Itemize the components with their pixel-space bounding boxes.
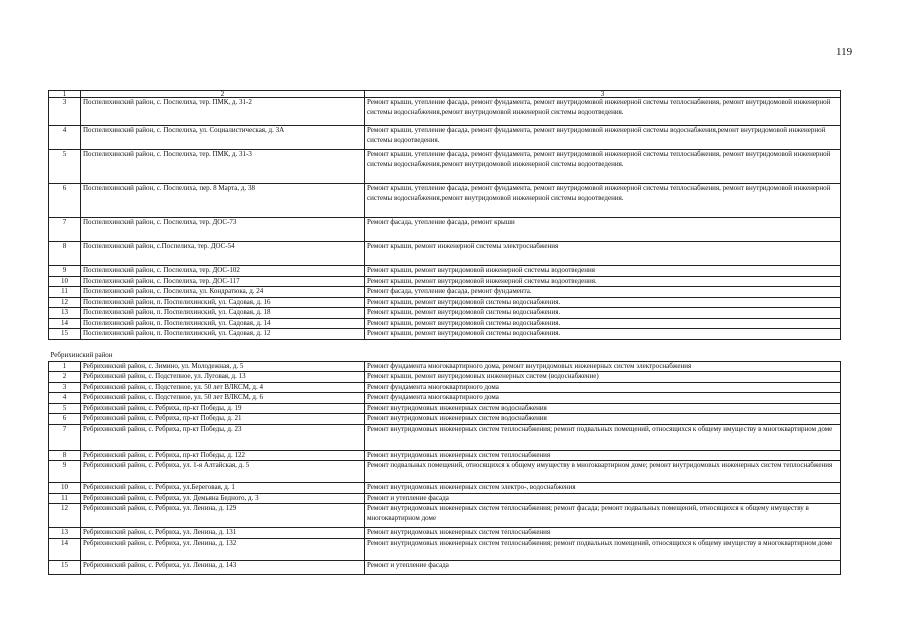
row-address: Поспелихинский район, п. Поспелихинский, ул. Садовая, д. 12: [81, 329, 365, 340]
header-col-number: 1: [49, 91, 81, 98]
row-work-list: Ремонт внутридомовых инженерных систем теплоснабжения: [365, 450, 841, 461]
row-number: 14: [49, 538, 81, 560]
row-work-list: Ремонт фасада, утепление фасада, ремонт фундамента.: [365, 287, 841, 298]
row-address: Ребрихинский район, с. Ребриха, пр-кт Победы, д. 23: [81, 424, 365, 450]
page-number: 119: [836, 46, 853, 58]
row-address: Поспелихинский район, с. Поспелиха, тер. ПМК, д. 31-3: [81, 150, 365, 184]
row-address: Поспелихинский район, с. Поспелиха, тер. ДОС-117: [81, 276, 365, 287]
table-row: [49, 218, 841, 242]
row-address: Ребрихинский район, с. Ребриха, ул.Береговая, д. 1: [81, 483, 365, 494]
section-row: [49, 339, 841, 361]
row-number: 9: [49, 461, 81, 483]
row-work-list: Ремонт внутридомовых инженерных систем водоснабжения: [365, 414, 841, 425]
row-number: 12: [49, 504, 81, 528]
row-address: Ребрихинский район, с. Ребриха, ул. Ленина, д. 131: [81, 528, 365, 539]
row-number: 10: [49, 276, 81, 287]
row-address: Ребрихинский район, с. Ребриха, ул. Ленина, д. 129: [81, 504, 365, 528]
row-number: 14: [49, 318, 81, 329]
row-number: 8: [49, 450, 81, 461]
row-work-list: Ремонт подвальных помещений, относящихся к общему имуществу в многоквартирном доме; ремонт внутридомовых инженерных систем теплоснабжения: [365, 461, 841, 483]
row-number: 11: [49, 493, 81, 504]
row-address: Поспелихинский район, п. Поспелихинский, ул. Садовая, д. 16: [81, 297, 365, 308]
row-work-list: Ремонт крыши, ремонт внутридомовой системы водоснабжения.: [365, 329, 841, 340]
row-work-list: Ремонт внутридомовых инженерных систем теплоснабжения: [365, 528, 841, 539]
row-work-list: Ремонт фундамента многоквартирного дома: [365, 382, 841, 393]
table-row: [49, 150, 841, 184]
table-header-row: [49, 91, 841, 98]
table-row: [49, 184, 841, 218]
table-row: [49, 382, 841, 393]
row-work-list: Ремонт внутридомовых инженерных систем теплоснабжения; ремонт фасада; ремонт подвальных помещений, относящихся к общему имуществу в многоквартирном доме: [365, 504, 841, 528]
row-work-list: Ремонт крыши, утепление фасада, ремонт фундамента, ремонт внутридомовой инженерной системы теплоснабжения, ремонт внутридомовой инженерной системы водоснабжения,ремонт внутридомовой инженерной системы водоотведения.: [365, 184, 841, 218]
housing-repair-table: [48, 90, 841, 575]
row-work-list: Ремонт внутридомовых инженерных систем водоснабжения: [365, 403, 841, 414]
table-row: [49, 414, 841, 425]
row-work-list: Ремонт внутридомовых инженерных систем теплоснабжения; ремонт подвальных помещений, относящихся к общему имуществу в многоквартирном доме: [365, 538, 841, 560]
table-row: [49, 504, 841, 528]
row-work-list: Ремонт крыши, ремонт внутридомовой инженерной системы водоотведения.: [365, 276, 841, 287]
table-row: [49, 483, 841, 494]
row-address: Ребрихинский район, с. Подстепное, ул. Луговая, д. 13: [81, 372, 365, 383]
row-number: 4: [49, 393, 81, 404]
row-work-list: Ремонт крыши, ремонт внутридомовых инженерных систем (водоснабжение): [365, 372, 841, 383]
row-address: Ребрихинский район, с. Ребриха, ул. Ленина, д. 132: [81, 538, 365, 560]
row-work-list: Ремонт крыши, утепление фасада, ремонт фундамента, ремонт внутридомовой инженерной системы теплоснабжения, ремонт внутридомовой инженерной системы водоснабжения,ремонт внутридомовой инженерной системы водоотведения.: [365, 150, 841, 184]
table-row: [49, 528, 841, 539]
row-work-list: Ремонт крыши, ремонт внутридомовой системы водоснабжения.: [365, 308, 841, 319]
row-address: Ребрихинский район, с. Подстепное, ул. 50 лет ВЛКСМ, д. 4: [81, 382, 365, 393]
row-number: 6: [49, 414, 81, 425]
table-row: [49, 361, 841, 372]
table-row: [49, 318, 841, 329]
row-work-list: Ремонт и утепление фасада: [365, 493, 841, 504]
row-number: 6: [49, 184, 81, 218]
table-row: [49, 242, 841, 266]
table-row: [49, 372, 841, 383]
table-row: [49, 538, 841, 560]
row-address: Поспелихинский район, с.Поспелиха, тер. ДОС-54: [81, 242, 365, 266]
row-work-list: Ремонт крыши, ремонт внутридомовой системы водоснабжения.: [365, 318, 841, 329]
row-number: 2: [49, 372, 81, 383]
row-address: Поспелихинский район, с. Поспелиха, тер. ДОС-102: [81, 266, 365, 277]
table-row: [49, 297, 841, 308]
row-number: 5: [49, 403, 81, 414]
row-address: Поспелихинский район, с. Поспелиха, пер. 8 Марта, д. 38: [81, 184, 365, 218]
row-work-list: Ремонт внутридомовых инженерных систем теплоснабжения; ремонт подвальных помещений, относящихся к общему имуществу в многоквартирном доме: [365, 424, 841, 450]
row-work-list: Ремонт внутридомовых инженерных систем электро-, водоснабжения: [365, 483, 841, 494]
table-row: [49, 126, 841, 150]
row-address: Ребрихинский район, с. Ребриха, пр-кт Победы, д. 19: [81, 403, 365, 414]
row-work-list: Ремонт и утепление фасада: [365, 560, 841, 574]
row-number: 13: [49, 308, 81, 319]
row-address: Поспелихинский район, п. Поспелихинский, ул. Садовая, д. 18: [81, 308, 365, 319]
row-work-list: Ремонт крыши, ремонт внутридомовой инженерной системы водоотведения: [365, 266, 841, 277]
row-address: Поспелихинский район, п. Поспелихинский, ул. Садовая, д. 14: [81, 318, 365, 329]
row-address: Поспелихинский район, с. Поспелиха, тер. ПМК, д. 31-2: [81, 98, 365, 126]
row-number: 12: [49, 297, 81, 308]
row-number: 7: [49, 424, 81, 450]
row-address: Ребрихинский район, с. Подстепное, ул. 50 лет ВЛКСМ, д. 6: [81, 393, 365, 404]
row-address: Ребрихинский район, с. Ребриха, ул. 1-я Алтайская, д. 5: [81, 461, 365, 483]
row-work-list: Ремонт фундамента многоквартирного дома, ремонт внутридомовых инженерных систем электроснабжения: [365, 361, 841, 372]
table-row: [49, 450, 841, 461]
row-number: 15: [49, 329, 81, 340]
row-number: 10: [49, 483, 81, 494]
row-address: Ребрихинский район, с. Зимино, ул. Молодежная, д. 5: [81, 361, 365, 372]
row-number: 3: [49, 98, 81, 126]
row-number: 8: [49, 242, 81, 266]
table-row: [49, 287, 841, 298]
row-number: 1: [49, 361, 81, 372]
table-row: [49, 461, 841, 483]
row-work-list: Ремонт крыши, ремонт внутридомовой системы водоснабжения.: [365, 297, 841, 308]
row-address: Ребрихинский район, с. Ребриха, ул. Ленина, д. 143: [81, 560, 365, 574]
row-work-list: Ремонт крыши, утепление фасада, ремонт фундамента, ремонт внутридомовой инженерной системы водоснабжения,ремонт внутридомовой инженерной системы водоотведения.: [365, 126, 841, 150]
row-work-list: Ремонт крыши, ремонт инженерной системы электроснабжения: [365, 242, 841, 266]
table-row: [49, 98, 841, 126]
row-address: Ребрихинский район, с. Ребриха, пр-кт Победы, д. 21: [81, 414, 365, 425]
table-row: [49, 424, 841, 450]
row-number: 5: [49, 150, 81, 184]
table-row: [49, 560, 841, 574]
row-address: Ребрихинский район, с. Ребриха, ул. Демьяна Бедного, д. 3: [81, 493, 365, 504]
header-col-work: 3: [365, 91, 841, 98]
row-number: 13: [49, 528, 81, 539]
header-col-address: 2: [81, 91, 365, 98]
row-number: 4: [49, 126, 81, 150]
row-address: Поспелихинский район, с. Поспелиха, тер. ДОС-73: [81, 218, 365, 242]
section-title: Ребрихинский район: [49, 339, 841, 361]
table-row: [49, 266, 841, 277]
row-address: Ребрихинский район, с. Ребриха, пр-кт Победы, д. 122: [81, 450, 365, 461]
row-number: 11: [49, 287, 81, 298]
table-row: [49, 403, 841, 414]
table-row: [49, 393, 841, 404]
row-work-list: Ремонт фасада, утепление фасада, ремонт крыши: [365, 218, 841, 242]
row-address: Поспелихинский район, с. Поспелиха, ул. Социалистическая, д. 3А: [81, 126, 365, 150]
table-row: [49, 276, 841, 287]
row-address: Поспелихинский район, с. Поспелиха, ул. Кондратюка, д. 24: [81, 287, 365, 298]
row-work-list: Ремонт крыши, утепление фасада, ремонт фундамента, ремонт внутридомовой инженерной системы теплоснабжения, ремонт внутридомовой инженерной системы водоснабжения,ремонт внутридомовой инженерной системы водоотведения.: [365, 98, 841, 126]
table-row: [49, 493, 841, 504]
row-number: 7: [49, 218, 81, 242]
row-number: 15: [49, 560, 81, 574]
row-work-list: Ремонт фундамента многоквартирного дома: [365, 393, 841, 404]
table-row: [49, 329, 841, 340]
table-row: [49, 308, 841, 319]
row-number: 3: [49, 382, 81, 393]
row-number: 9: [49, 266, 81, 277]
